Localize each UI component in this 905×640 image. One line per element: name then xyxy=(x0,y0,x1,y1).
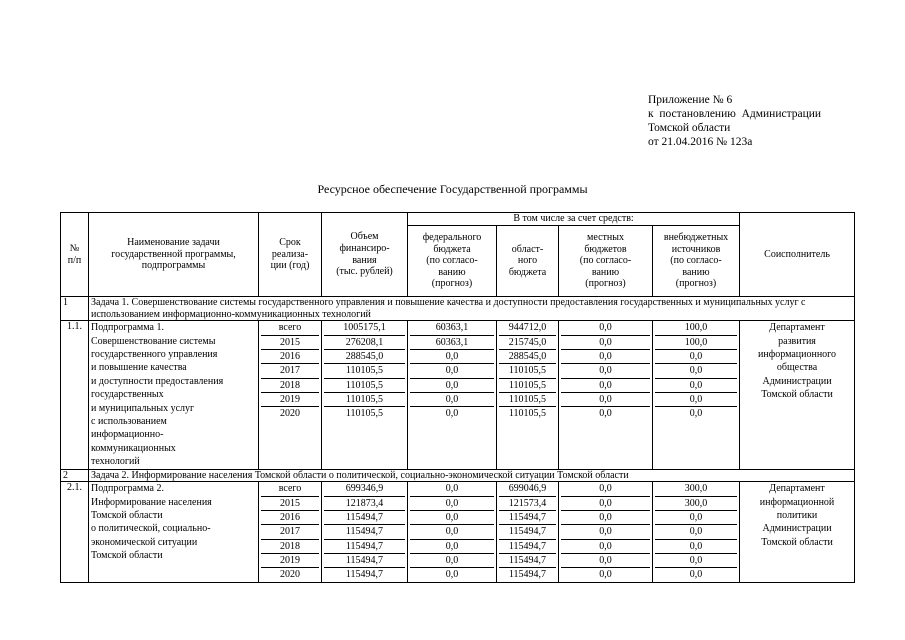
header-federal: федерального бюджета (по согласо- ванию (прогноз) xyxy=(408,226,497,297)
appendix-line: Томской области xyxy=(648,122,731,134)
subprogram-name-line: с использованием xyxy=(91,416,167,428)
appendix-line: Приложение № 6 xyxy=(648,94,733,106)
federal-cell: 0,0 xyxy=(445,569,459,581)
year-cell: 2016 xyxy=(261,511,319,525)
regional-cell: 699046,9 xyxy=(499,482,556,496)
local-cell: 0,0 xyxy=(561,540,650,554)
volume-cell: 699346,9 xyxy=(324,482,405,496)
regional-cell: 944712,0 xyxy=(499,321,556,335)
extra-cell: 100,0 xyxy=(655,321,737,335)
federal-cell: 0,0 xyxy=(410,482,494,496)
extra-cell: 0,0 xyxy=(655,393,737,407)
local-cell: 0,0 xyxy=(561,393,650,407)
subprogram-name-line: Подпрограмма 2. xyxy=(91,483,164,495)
regional-cell: 110105,5 xyxy=(499,379,556,393)
year-cell: 2015 xyxy=(261,497,319,511)
resource-table xyxy=(60,212,855,583)
regional-cell: 115494,7 xyxy=(499,511,556,525)
federal-cell: 60363,1 xyxy=(410,321,494,335)
header-term: Срок реализа- ции (год) xyxy=(259,213,322,297)
coexecutor-line: политики xyxy=(776,510,818,522)
regional-cell: 115494,7 xyxy=(499,554,556,568)
volume-cell: 110105,5 xyxy=(324,393,405,407)
federal-cell: 0,0 xyxy=(410,525,494,539)
header-local: местных бюджетов (по согласо- ванию (прогноз) xyxy=(559,226,653,297)
coexecutor-line: Томской области xyxy=(761,389,833,401)
task-row xyxy=(61,469,855,482)
volume-cell: 115494,7 xyxy=(324,540,405,554)
task-number: 1 xyxy=(61,297,89,321)
subprogram-name-line: технологий xyxy=(91,456,140,468)
volume-cell: 110105,5 xyxy=(324,379,405,393)
regional-cell: 115494,7 xyxy=(499,540,556,554)
regional-cell: 110105,5 xyxy=(508,408,547,420)
years-column xyxy=(259,482,322,582)
table-body xyxy=(61,297,855,583)
header-num: № п/п xyxy=(61,213,89,297)
subprogram-name-line: Подпрограмма 1. xyxy=(91,322,164,334)
subprogram-name-line: Томской области xyxy=(91,550,163,562)
local-column xyxy=(559,482,653,582)
volume-cell: 110105,5 xyxy=(324,364,405,378)
year-cell: 2019 xyxy=(261,393,319,407)
extra-cell: 0,0 xyxy=(689,408,703,420)
extra-cell: 0,0 xyxy=(655,350,737,364)
subprogram-name-line: и повышение качества xyxy=(91,362,187,374)
local-cell: 0,0 xyxy=(561,525,650,539)
federal-cell: 0,0 xyxy=(410,364,494,378)
task-text: Задача 1. Совершенствование системы государственного управления и повышение качества и доступности предоставления государственных и муниципальных услуг с использованием информационно-коммуникационных технологий xyxy=(89,297,855,321)
coexecutor-line: информационного xyxy=(758,349,837,360)
extra-cell: 0,0 xyxy=(655,554,737,568)
federal-cell: 0,0 xyxy=(410,350,494,364)
header-coexecutor: Соисполнитель xyxy=(740,213,855,297)
federal-column xyxy=(408,482,497,582)
coexecutor-line: развития xyxy=(778,335,816,347)
extra-cell: 100,0 xyxy=(655,336,737,350)
subprogram-name-line: Томской области xyxy=(91,510,163,522)
coexecutor-line: Администрации xyxy=(762,375,832,387)
year-cell: всего xyxy=(261,321,319,335)
local-cell: 0,0 xyxy=(561,364,650,378)
extra-cell: 0,0 xyxy=(655,525,737,539)
coexecutor xyxy=(740,482,855,582)
appendix-block xyxy=(648,93,821,149)
task-text: Задача 2. Информирование населения Томской области о политической, социально-экономической ситуации Томской области xyxy=(89,469,855,482)
subprogram-number: 2.1. xyxy=(61,482,89,582)
header-volume: Объем финансиро- вания (тыс. рублей) xyxy=(322,213,408,297)
local-cell: 0,0 xyxy=(561,336,650,350)
regional-cell: 110105,5 xyxy=(499,393,556,407)
header-including: В том числе за счет средств: xyxy=(408,213,740,226)
extra-cell: 0,0 xyxy=(655,511,737,525)
regional-cell: 115494,7 xyxy=(508,569,547,581)
subprogram-name-line: Информирование населения xyxy=(91,496,212,508)
regional-column xyxy=(497,321,559,469)
subprogram-number: 1.1. xyxy=(61,321,89,469)
subprogram-name-line: и муниципальных услуг xyxy=(91,402,195,414)
local-cell: 0,0 xyxy=(599,408,612,420)
federal-cell: 0,0 xyxy=(410,540,494,554)
subprogram-name-line: экономической ситуации xyxy=(91,536,198,548)
task-row xyxy=(61,297,855,321)
task-number: 2 xyxy=(61,469,89,482)
year-cell: 2017 xyxy=(261,525,319,539)
header-regional: област- ного бюджета xyxy=(497,226,559,297)
subprogram-name-line: Совершенствование системы xyxy=(91,335,216,347)
extra-cell: 0,0 xyxy=(689,569,703,581)
extra-cell: 300,0 xyxy=(655,497,737,511)
volume-cell: 115494,7 xyxy=(324,525,405,539)
coexecutor-line: Томской области xyxy=(761,536,833,548)
local-cell: 0,0 xyxy=(561,321,650,335)
local-cell: 0,0 xyxy=(561,511,650,525)
subprogram-name-line: о политической, социально- xyxy=(91,523,211,535)
local-cell: 0,0 xyxy=(561,482,650,496)
local-cell: 0,0 xyxy=(599,569,612,581)
federal-cell: 0,0 xyxy=(410,497,494,511)
federal-cell: 60363,1 xyxy=(410,336,494,350)
local-cell: 0,0 xyxy=(561,379,650,393)
subprogram-row xyxy=(61,482,855,582)
extra-cell: 0,0 xyxy=(655,379,737,393)
federal-cell: 0,0 xyxy=(445,408,459,420)
local-cell: 0,0 xyxy=(561,497,650,511)
coexecutor-line: общества xyxy=(776,362,818,374)
extra-cell: 300,0 xyxy=(655,482,737,496)
volume-cell: 115494,7 xyxy=(324,511,405,525)
volume-cell: 121873,4 xyxy=(324,497,405,511)
extra-cell: 0,0 xyxy=(655,364,737,378)
year-cell: 2016 xyxy=(261,350,319,364)
appendix-line: к постановлению Администрации xyxy=(648,108,822,120)
year-cell: 2018 xyxy=(261,540,319,554)
volume-cell: 276208,1 xyxy=(324,336,405,350)
document-title: Ресурсное обеспечение Государственной программы xyxy=(317,182,588,196)
year-cell: 2018 xyxy=(261,379,319,393)
subprogram-row xyxy=(61,321,855,469)
regional-cell: 215745,0 xyxy=(499,336,556,350)
subprogram-name xyxy=(89,482,259,582)
year-cell: всего xyxy=(261,482,319,496)
volume-cell: 1005175,1 xyxy=(324,321,405,335)
volume-cell: 115494,7 xyxy=(324,554,405,568)
subprogram-name-line: государственных xyxy=(91,389,164,401)
local-cell: 0,0 xyxy=(561,350,650,364)
extra-column xyxy=(653,321,740,469)
coexecutor-line: информационной xyxy=(759,496,835,508)
regional-cell: 288545,0 xyxy=(499,350,556,364)
volume-cell: 288545,0 xyxy=(324,350,405,364)
extra-column xyxy=(653,482,740,582)
volume-cell: 115494,7 xyxy=(345,569,384,581)
coexecutor xyxy=(740,321,855,469)
volume-column xyxy=(322,482,408,582)
coexecutor-line: Администрации xyxy=(762,523,832,535)
regional-cell: 110105,5 xyxy=(499,364,556,378)
year-cell: 2020 xyxy=(280,569,300,581)
extra-cell: 0,0 xyxy=(655,540,737,554)
subprogram-name-line: государственного управления xyxy=(91,349,218,360)
regional-cell: 115494,7 xyxy=(499,525,556,539)
year-cell: 2015 xyxy=(261,336,319,350)
regional-cell: 121573,4 xyxy=(499,497,556,511)
year-cell: 2019 xyxy=(261,554,319,568)
federal-cell: 0,0 xyxy=(410,393,494,407)
federal-cell: 0,0 xyxy=(410,554,494,568)
coexecutor-line: Департамент xyxy=(769,483,825,495)
federal-cell: 0,0 xyxy=(410,379,494,393)
regional-column xyxy=(497,482,559,582)
subprogram-name-line: информационно- xyxy=(91,429,164,441)
coexecutor-line: Департамент xyxy=(769,322,825,334)
header-extra: внебюджетных источников (по согласо- ванию (прогноз) xyxy=(653,226,740,297)
volume-column xyxy=(322,321,408,469)
subprogram-name-line: и доступности предоставления xyxy=(91,375,224,387)
year-cell: 2017 xyxy=(261,364,319,378)
year-cell: 2020 xyxy=(280,408,300,420)
years-column xyxy=(259,321,322,469)
local-cell: 0,0 xyxy=(561,554,650,568)
federal-column xyxy=(408,321,497,469)
federal-cell: 0,0 xyxy=(410,511,494,525)
subprogram-name xyxy=(89,321,259,469)
subprogram-name-line: коммуникационных xyxy=(91,442,176,454)
header-name: Наименование задачи государственной программы, подпрограммы xyxy=(89,213,259,297)
volume-cell: 110105,5 xyxy=(345,408,384,420)
local-column xyxy=(559,321,653,469)
appendix-line: от 21.04.2016 № 123а xyxy=(648,136,753,148)
